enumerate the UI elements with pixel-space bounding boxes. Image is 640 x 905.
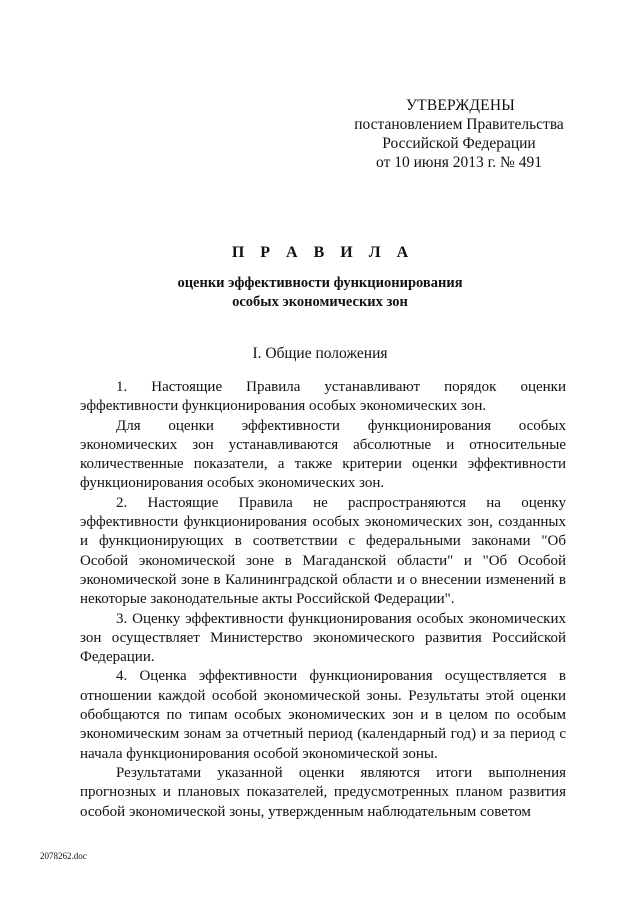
paragraph: 4. Оценка эффективности функционирования осуществляется в отношении каждой особой экономической зоны. Результаты этой оценки обобщаются по типам особых экономических зон и в целом по особым экономическим зонам за отчетный период (календарный год) и за период с начала функционирования особой экономической зоны. <box>80 668 566 762</box>
approval-line-2: Российской Федерации <box>382 135 536 152</box>
approval-block <box>352 96 582 172</box>
paragraph: Результатами указанной оценки являются итоги выполнения прогнозных и плановых показателей, предусмотренных планом развития особой экономической зоны, утвержденным наблюдательным советом <box>80 764 566 820</box>
paragraph: 1. Настоящие Правила устанавливают порядок оценки эффективности функционирования особых экономических зон. <box>80 379 566 415</box>
approval-line-1: постановлением Правительства <box>354 116 564 133</box>
document-subtitle-line-2: особых экономических зон <box>232 294 408 310</box>
approval-line-3: от 10 июня 2013 г. № 491 <box>376 154 542 171</box>
paragraph: Для оценки эффективности функционирования особых экономических зон устанавливаются абсолютные и относительные количественные показатели, а также критерии оценки эффективности функционирования особых экономических зон. <box>80 417 566 492</box>
section-heading: I. Общие положения <box>252 345 388 362</box>
paragraph: 2. Настоящие Правила не распространяются на оценку эффективности функционирования особых экономических зон, созданных и функционирующих в соответствии с федеральными законами "Об Особой экономической зоне в Магаданской области" и "Об Особой экономической зоне в Калининградской области и о внесении изменений в некоторые законодательные акты Российской Федерации". <box>80 494 566 608</box>
document-subtitle <box>0 274 640 312</box>
document-title: П Р А В И Л А <box>231 244 415 261</box>
document-subtitle-line-1: оценки эффективности функционирования <box>177 275 463 291</box>
paragraph: 3. Оценку эффективности функционирования особых экономических зон осуществляет Министерство экономического развития Российской Федерации. <box>80 610 566 666</box>
footer-file-code: 2078262.doc <box>40 851 87 861</box>
body-text <box>80 378 566 822</box>
approval-title: УТВЕРЖДЕНЫ <box>406 97 515 114</box>
